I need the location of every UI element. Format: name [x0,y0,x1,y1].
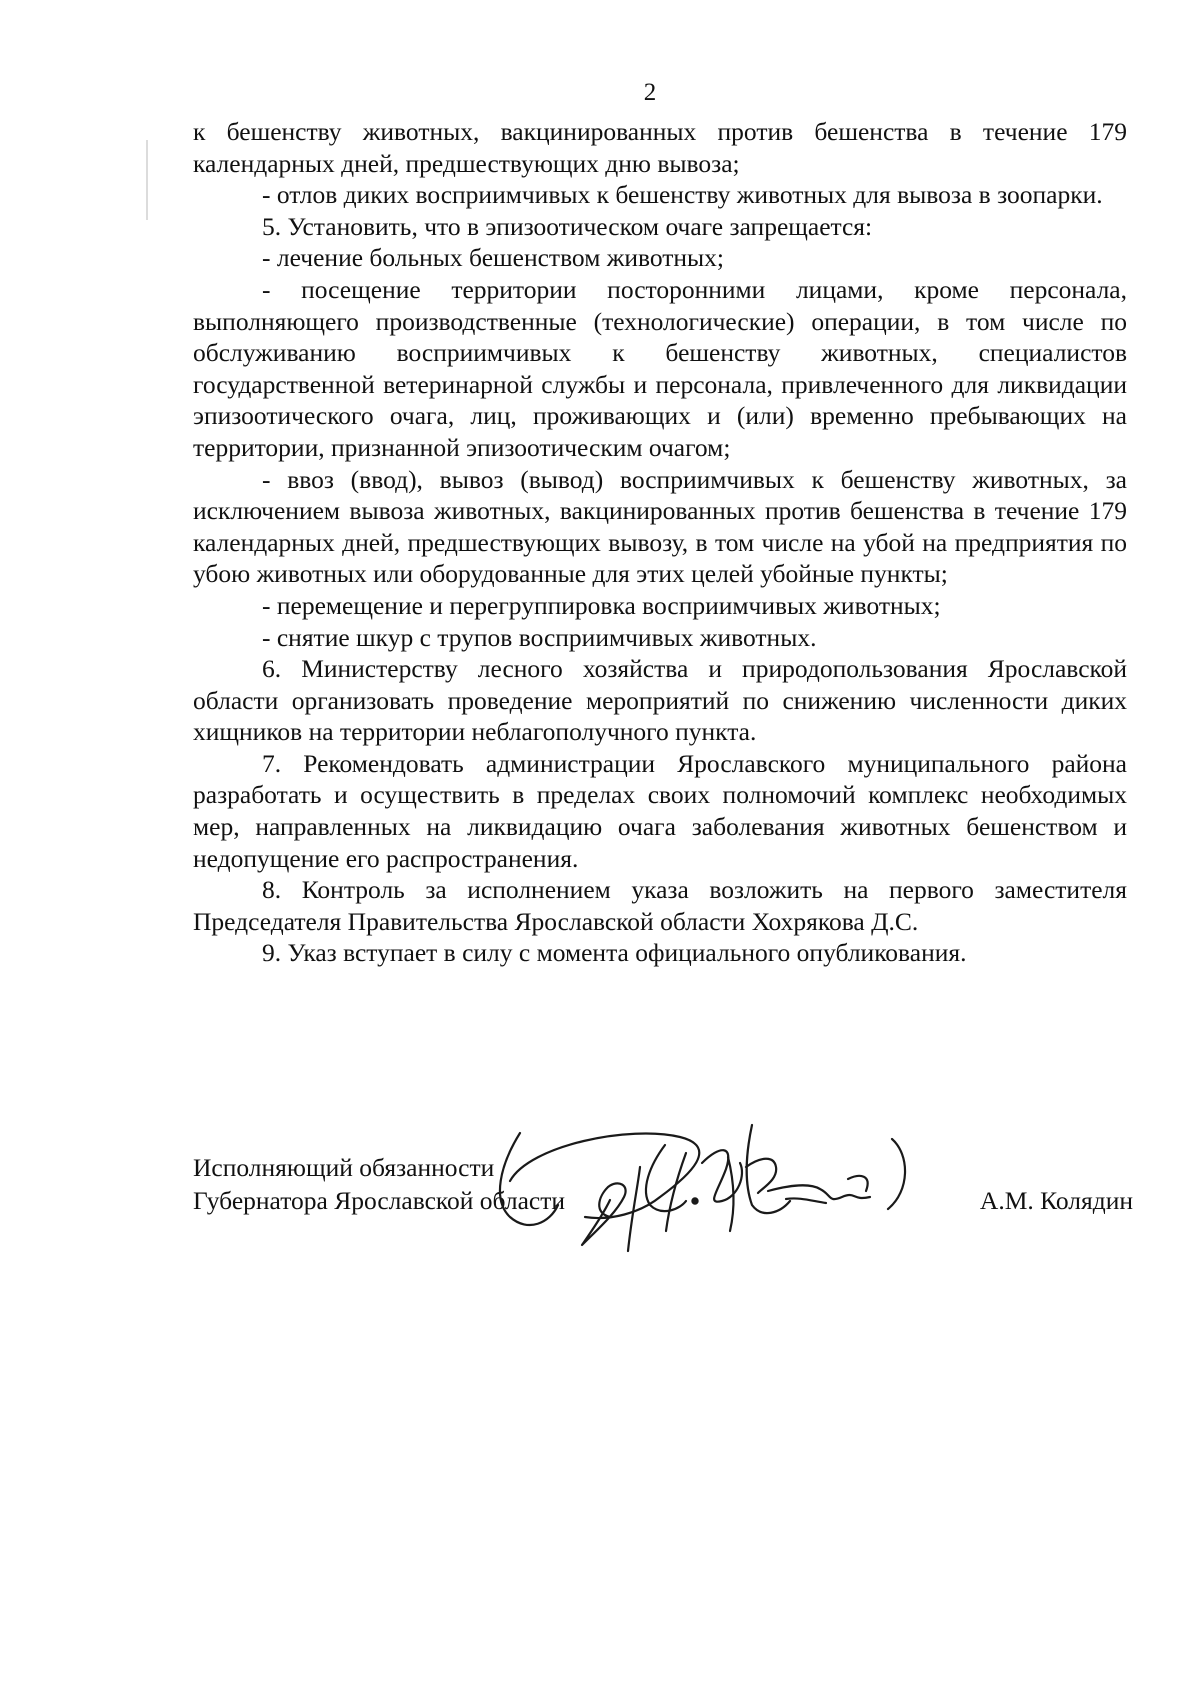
scan-edge-mark [146,140,148,220]
paragraph-item-8: 8. Контроль за исполнением указа возложить на первого заместителя Председателя Правительства Ярославской области Хохрякова Д.С. [193,875,1127,936]
paragraph-item-6: 6. Министерству лесного хозяйства и природопользования Ярославской области организовать проведение мероприятий по снижению численности диких хищников на территории неблагополучного пункта. [193,654,1127,747]
signatory-name: А.М. Колядин [979,1186,1133,1215]
signatory-title-line-2: Губернатора Ярославской области [193,1186,566,1215]
page-number: 2 [643,79,657,106]
paragraph-movement-ban: - перемещение и перегруппировка восприимчивых животных; [262,590,941,620]
paragraph-item-5: 5. Установить, что в эпизоотическом очаге запрещается: [262,211,873,241]
paragraph-capture-zoo: - отлов диких восприимчивых к бешенству животных для вывоза в зоопарки. [262,180,1103,210]
paragraph-skinning-ban: - снятие шкур с трупов восприимчивых животных. [262,622,817,652]
paragraph-treatment-ban: - лечение больных бешенством животных; [262,243,725,273]
paragraph-visit-ban: - посещение территории посторонними лицами, кроме персонала, выполняющего производственные (технологические) операции, в том числе по обслуживанию восприимчивых к бешенству животных, специалистов государственной ветеринарной службы и персонала, привлеченного для ликвидации эпизоотического очага, лиц, проживающих и (или) временно пребывающих на территории, признанной эпизоотическим очагом; [193,274,1127,462]
document-body [193,116,1127,969]
paragraph-item-7: 7. Рекомендовать администрации Ярославского муниципального района разработать и осуществить в пределах своих полномочий комплекс необходимых мер, направленных на ликвидацию очага заболевания животных бешенством и недопущение его распространения. [193,748,1127,873]
handwritten-signature [490,1105,950,1265]
paragraph-item-9: 9. Указ вступает в силу с момента официального опубликования. [262,938,967,968]
signatory-title-line-1: Исполняющий обязанности [193,1153,495,1182]
paragraph-continuation: к бешенству животных, вакцинированных против бешенства в течение 179 календарных дней, предшествующих дню вывоза; [193,117,1127,178]
paragraph-import-export-ban: - ввоз (ввод), вывоз (вывод) восприимчивых к бешенству животных, за исключением вывоза животных, вакцинированных против бешенства в течение 179 календарных дней, предшествующих вывозу, в том числе на убой на предприятия по убою животных или оборудованные для этих целей убойные пункты; [193,464,1127,589]
